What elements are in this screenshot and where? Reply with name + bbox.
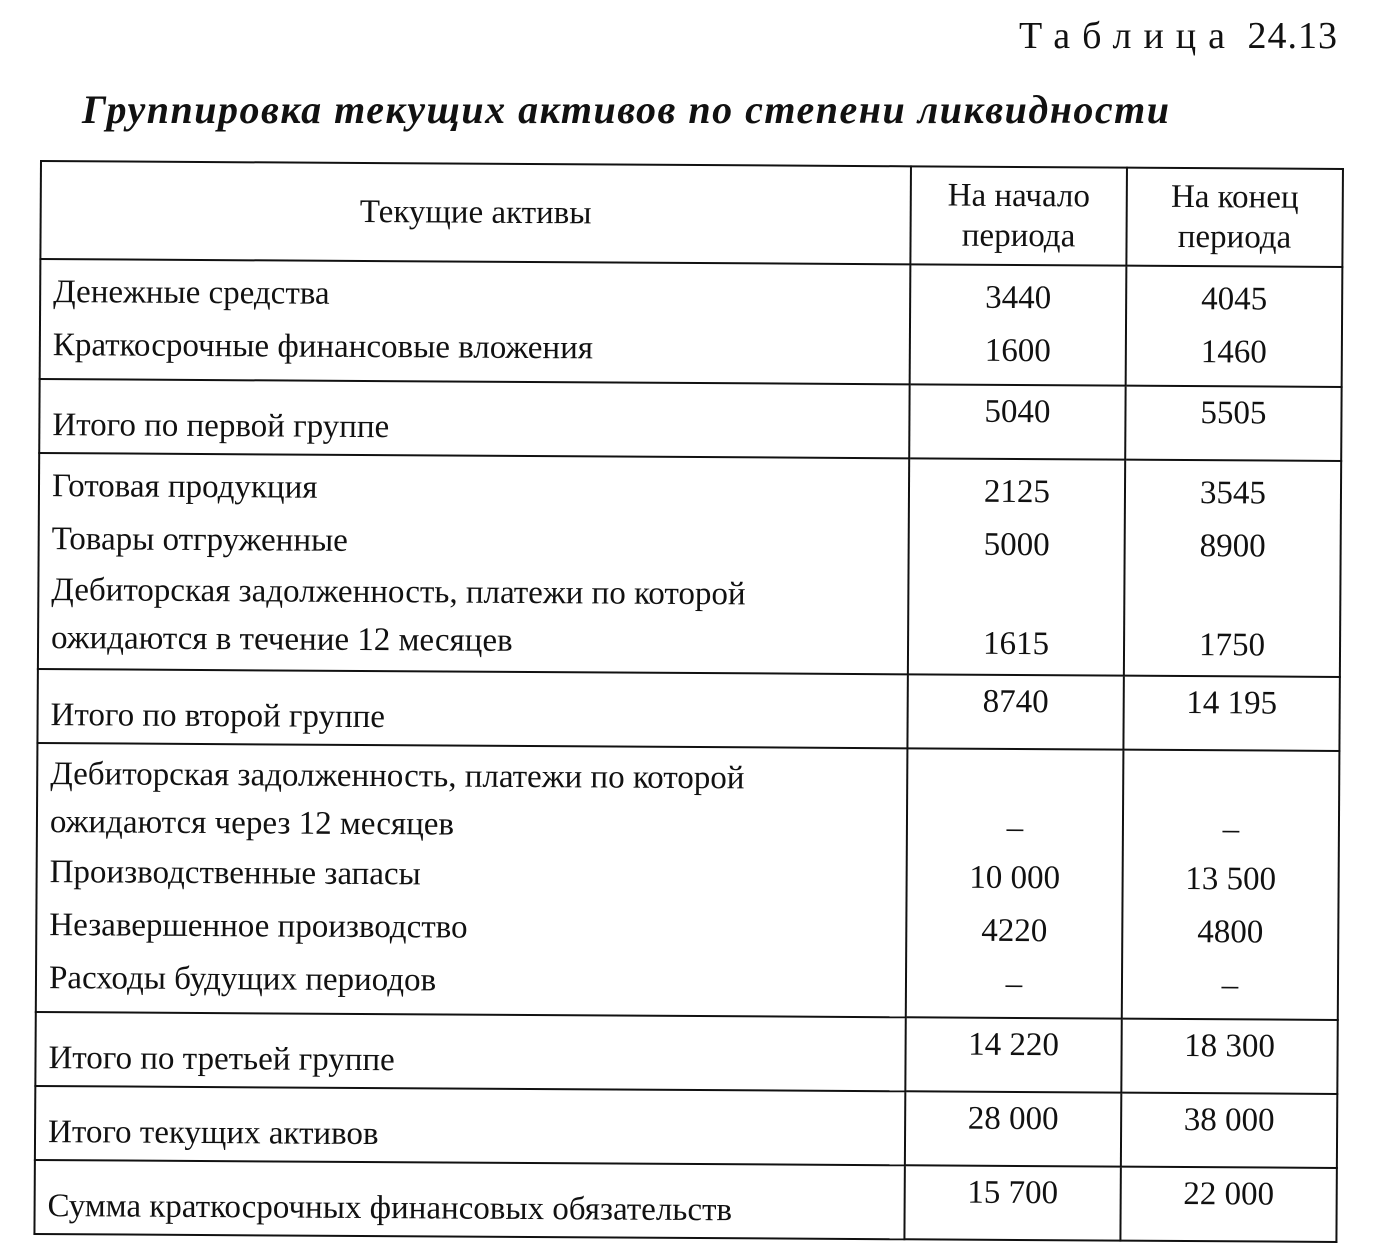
item-name: Товары отгруженные	[51, 521, 348, 559]
summary-label: Сумма краткосрочных финансовых обязательств	[47, 1188, 733, 1229]
summary-label: Итого текущих активов	[47, 1114, 379, 1153]
header-end	[1126, 168, 1343, 267]
header-start	[910, 166, 1127, 265]
item-end-value: 1460	[1200, 334, 1267, 371]
item-start-value	[908, 755, 1122, 804]
table-number	[1019, 14, 1338, 58]
item-start-value: 2125	[983, 473, 1051, 511]
group-total-name	[37, 669, 907, 748]
group-total-row	[37, 669, 1339, 751]
header-end-line-1: На конец	[1170, 178, 1299, 216]
summary-name	[34, 1160, 904, 1239]
item-name: Дебиторская задолженность, платежи по которой	[51, 572, 746, 613]
item-start-value	[909, 571, 1123, 620]
item-end-value: 1750	[1198, 627, 1266, 664]
item-name: ожидаются через 12 месяцев	[49, 804, 455, 843]
item-name: Денежные средства	[53, 274, 330, 312]
item-end-value: –	[1221, 967, 1239, 1004]
header-assets: Текущие активы	[40, 161, 911, 264]
group-total-row	[39, 379, 1341, 461]
item-end-value: 8900	[1199, 528, 1266, 565]
item-end-value: 3545	[1199, 475, 1267, 512]
group-item-start-values	[910, 264, 1127, 385]
summary-name	[35, 1086, 905, 1165]
group-total-end: 18 300	[1121, 1019, 1337, 1094]
item-name: Незавершенное производство	[49, 907, 468, 946]
summary-start: 15 700	[904, 1165, 1120, 1240]
item-end-value: 4045	[1201, 281, 1268, 318]
header-end-line-2: периода	[1177, 218, 1292, 256]
group-total-start: 5040	[909, 384, 1125, 459]
group-item-end-values	[1126, 266, 1343, 387]
group-total-row	[35, 1012, 1337, 1094]
item-start-value: 10 000	[969, 859, 1061, 897]
group-item-start-values	[908, 458, 1125, 675]
summary-row	[35, 1086, 1337, 1168]
group-total-label: Итого по второй группе	[50, 697, 386, 736]
table-number-value: 24.13	[1247, 15, 1338, 57]
item-start-value: 5000	[983, 526, 1050, 564]
item-start-value: 3440	[985, 279, 1052, 317]
group-total-end: 14 195	[1123, 676, 1339, 751]
table-title: Группировка текущих активов по степени ликвидности	[82, 87, 1171, 132]
group-item-names	[38, 453, 909, 674]
group-items-row	[36, 743, 1340, 1020]
liquidity-table	[33, 160, 1344, 1243]
header-row	[40, 161, 1343, 267]
item-start-value: –	[1006, 809, 1024, 847]
header-start-line-1: На начало	[947, 177, 1091, 215]
item-end-value	[1124, 757, 1338, 806]
group-item-names	[40, 259, 911, 384]
item-name: Дебиторская задолженность, платежи по которой	[50, 756, 745, 797]
group-items-row	[40, 259, 1343, 387]
table-number-label: Таблица	[1018, 15, 1237, 57]
group-total-label: Итого по третьей группе	[48, 1040, 395, 1079]
group-total-end: 5505	[1125, 386, 1341, 461]
table-body	[34, 259, 1342, 1242]
summary-row	[34, 1160, 1336, 1242]
item-end-value: 4800	[1197, 914, 1264, 951]
group-item-start-values	[906, 748, 1124, 1018]
item-name: Расходы будущих периодов	[48, 960, 437, 999]
header-start-line-2: периода	[961, 217, 1076, 255]
group-item-end-values	[1122, 750, 1340, 1020]
group-total-name	[35, 1012, 905, 1091]
item-end-value	[1125, 573, 1339, 622]
item-start-value: –	[1005, 965, 1023, 1003]
group-total-start: 8740	[907, 674, 1123, 749]
item-name: Готовая продукция	[51, 468, 318, 506]
item-start-value: 1615	[982, 625, 1050, 663]
item-start-value: 4220	[981, 912, 1048, 950]
item-end-value: 13 500	[1185, 861, 1277, 898]
group-total-name	[39, 379, 909, 458]
group-total-label: Итого по первой группе	[52, 407, 390, 446]
item-name: ожидаются в течение 12 месяцев	[50, 620, 513, 659]
item-start-value: 1600	[984, 332, 1051, 370]
item-name: Краткосрочные финансовые вложения	[52, 327, 594, 367]
item-name: Производственные запасы	[49, 854, 421, 893]
group-item-names	[36, 743, 908, 1017]
summary-start: 28 000	[905, 1091, 1121, 1166]
group-items-row	[38, 453, 1341, 677]
summary-end: 38 000	[1121, 1093, 1337, 1168]
summary-end: 22 000	[1120, 1167, 1336, 1242]
group-item-end-values	[1124, 460, 1341, 677]
item-end-value: –	[1222, 811, 1240, 848]
group-total-start: 14 220	[905, 1017, 1121, 1092]
